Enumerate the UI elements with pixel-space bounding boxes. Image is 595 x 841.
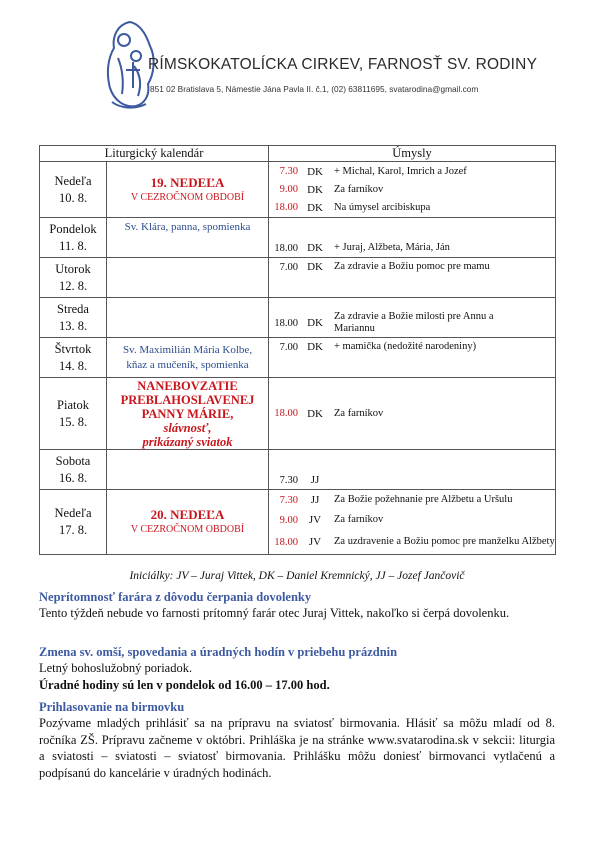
- feast-cell: [107, 162, 269, 218]
- mass-time: 7.30: [279, 494, 299, 506]
- feast-title: Sv. Klára, panna, spomienka: [124, 221, 251, 233]
- mass-entry: [269, 239, 555, 257]
- notice-heading: Neprítomnosť farára z dôvodu čerpania dovolenky: [39, 590, 312, 604]
- day-name: Streda: [57, 301, 89, 316]
- day-date: 15. 8.: [58, 414, 88, 429]
- feast-rank: slávnosť,: [163, 420, 212, 435]
- table-row: [40, 258, 556, 298]
- mass-time: 18.00: [274, 202, 299, 213]
- col-header-intentions: Úmysly: [269, 146, 556, 162]
- table-row: [40, 338, 556, 378]
- feast-rank: prikázaný sviatok: [142, 434, 233, 449]
- mass-time: 18.00: [274, 317, 299, 329]
- mass-celebrant: DK: [307, 317, 323, 329]
- mass-entry: [269, 309, 555, 337]
- day-name: Pondelok: [49, 221, 97, 236]
- mass-celebrant: DK: [307, 201, 323, 214]
- masses-cell: [269, 258, 556, 298]
- mass-intention: + Juraj, Alžbeta, Mária, Ján: [334, 242, 450, 253]
- feast-title: NANEBOVZATIE: [137, 378, 238, 393]
- feast-title: 20. NEDEĽA: [150, 507, 225, 522]
- col-header-calendar: Liturgický kalendár: [40, 146, 269, 162]
- mass-intention: Na úmysel arcibiskupa: [334, 201, 431, 213]
- masses-cell: [269, 162, 556, 218]
- day-date: 17. 8.: [58, 523, 88, 537]
- day-cell: [40, 298, 107, 338]
- mass-celebrant: JJ: [310, 474, 320, 486]
- notice-text: Pozývame mladých prihlásiť sa na prípravu na sviatosť birmovania. Hlásiť sa môžu mladí od 8. ročníka ZŠ. Prípravu začneme v októbri. Prihláška je na stránke www.svatarodina.sk v sekcii: liturgia a sviatosti – sviatosti – sviatosť birmovania. Prihlášku môžu doniesť birmovanci vytlačenú a podpísanú do kancelárie v úradných hodinách.: [39, 716, 555, 780]
- masses-cell: [269, 298, 556, 338]
- mass-intention: + mamička (nedožité narodeniny): [334, 341, 477, 352]
- parish-title: RÍMSKOKATOLÍCKA CIRKEV, FARNOSŤ SV. RODINY: [148, 56, 538, 73]
- feast-cell: [107, 258, 269, 298]
- mass-celebrant: DK: [307, 183, 323, 196]
- mass-time: 7.30: [279, 166, 299, 177]
- table-row: [40, 450, 556, 490]
- masses-cell: [269, 218, 556, 258]
- mass-celebrant: DK: [307, 407, 323, 420]
- day-date: 13. 8.: [58, 318, 88, 333]
- day-cell: [40, 258, 107, 298]
- day-date: 12. 8.: [58, 278, 88, 293]
- feast-cell: [107, 490, 269, 555]
- feast-subtitle: kňaz a mučeník, spomienka: [126, 358, 249, 371]
- feast-title: Sv. Maximilián Mária Kolbe,: [122, 343, 253, 356]
- mass-celebrant: DK: [307, 165, 323, 178]
- feast-cell: [107, 378, 269, 450]
- masses-cell: [269, 378, 556, 450]
- letterhead: [100, 18, 570, 110]
- mass-time: 9.00: [279, 184, 299, 195]
- mass-intention: Za zdravie a Božiu pomoc pre mamu: [334, 261, 490, 272]
- mass-entry: [269, 510, 555, 530]
- notice-text: Letný bohoslužobný poriadok.: [39, 661, 193, 675]
- day-name: Utorok: [55, 261, 91, 276]
- day-cell: [40, 218, 107, 258]
- mass-entry: [269, 338, 555, 356]
- mass-time: 18.00: [274, 408, 299, 419]
- mass-celebrant: DK: [307, 261, 323, 273]
- day-date: 16. 8.: [58, 470, 88, 485]
- masses-cell: [269, 450, 556, 490]
- mass-time: 7.30: [279, 474, 299, 486]
- mass-intention: Za farníkov: [334, 407, 384, 419]
- mass-entry: [269, 471, 555, 489]
- mass-intention: Za Božie požehnanie pre Alžbetu a Uršulu: [334, 494, 513, 505]
- mass-celebrant: JJ: [310, 494, 320, 506]
- feast-cell: [107, 298, 269, 338]
- liturgical-calendar-table: [39, 145, 556, 555]
- table-row: [40, 218, 556, 258]
- mass-intention: Za zdravie a Božie milosti pre Annu a Mariannu: [334, 311, 494, 334]
- mass-intention: + Michal, Karol, Imrich a Jozef: [334, 165, 467, 177]
- day-name: Piatok: [57, 397, 89, 412]
- mass-intention: Za uzdravenie a Božiu pomoc pre manželku Alžbety: [334, 536, 555, 547]
- notice-text: Tento týždeň nebude vo farnosti prítomný farár otec Juraj Vittek, nakoľko si čerpá dovolenku.: [39, 606, 510, 620]
- feast-cell: [107, 338, 269, 378]
- mass-intention: Za farníkov: [334, 514, 384, 525]
- feast-title: PREBLAHOSLAVENEJ: [120, 392, 255, 407]
- day-cell: [40, 450, 107, 490]
- day-name: Nedeľa: [54, 506, 92, 520]
- day-name: Štvrtok: [54, 341, 92, 356]
- mass-time: 18.00: [274, 536, 299, 548]
- feast-title: PANNY MÁRIE,: [141, 406, 234, 421]
- day-date: 11. 8.: [59, 238, 87, 253]
- masses-cell: [269, 490, 556, 555]
- mass-entry: [269, 405, 555, 423]
- mass-entry: [269, 181, 555, 199]
- mass-celebrant: DK: [307, 341, 323, 353]
- day-cell: [40, 162, 107, 218]
- day-date: 10. 8.: [58, 190, 88, 205]
- day-cell: [40, 490, 107, 555]
- mass-entry: [269, 530, 555, 554]
- notice-heading: Prihlasovanie na birmovku: [39, 700, 185, 714]
- mass-celebrant: JV: [308, 514, 322, 526]
- day-cell: [40, 338, 107, 378]
- day-name: Nedeľa: [54, 173, 92, 188]
- notice-office-hours: Úradné hodiny sú len v pondelok od 16.00 – 17.00 hod.: [39, 677, 330, 692]
- mass-entry: [269, 199, 555, 217]
- feast-cell: [107, 218, 269, 258]
- mass-time: 7.00: [279, 341, 299, 353]
- feast-subtitle: V CEZROČNOM OBDOBÍ: [130, 524, 245, 535]
- mass-time: 18.00: [274, 242, 299, 254]
- mass-entry: [269, 490, 555, 510]
- table-row: [40, 378, 556, 450]
- feast-subtitle: V CEZROČNOM OBDOBÍ: [130, 191, 245, 203]
- table-row: [40, 162, 556, 218]
- feast-cell: [107, 450, 269, 490]
- mass-time: 7.00: [279, 261, 299, 273]
- notice-heading: Zmena sv. omší, spovedania a úradných hodín v priebehu prázdnin: [39, 645, 398, 659]
- mass-intention: Za farníkov: [334, 183, 384, 195]
- mass-time: 9.00: [279, 514, 299, 526]
- day-name: Sobota: [55, 453, 91, 468]
- notice-confirmation: [39, 700, 555, 781]
- mass-entry: [269, 258, 555, 276]
- day-cell: [40, 378, 107, 450]
- mass-entry: [269, 163, 555, 181]
- feast-title: 19. NEDEĽA: [150, 174, 225, 190]
- parish-address: 851 02 Bratislava 5, Námestie Jána Pavla II. č.1, (02) 63811695, svatarodina@gmail.com: [150, 84, 479, 94]
- notice-absence: [39, 590, 555, 622]
- notice-summer-schedule: [39, 645, 555, 693]
- table-row: [40, 490, 556, 555]
- masses-cell: [269, 338, 556, 378]
- day-date: 14. 8.: [58, 358, 88, 373]
- initials-legend: Iniciálky: JV – Juraj Vittek, DK – Daniel Kremnický, JJ – Jozef Jančovič: [129, 570, 465, 582]
- mass-celebrant: DK: [307, 242, 323, 254]
- mass-celebrant: JV: [308, 536, 322, 548]
- table-row: [40, 298, 556, 338]
